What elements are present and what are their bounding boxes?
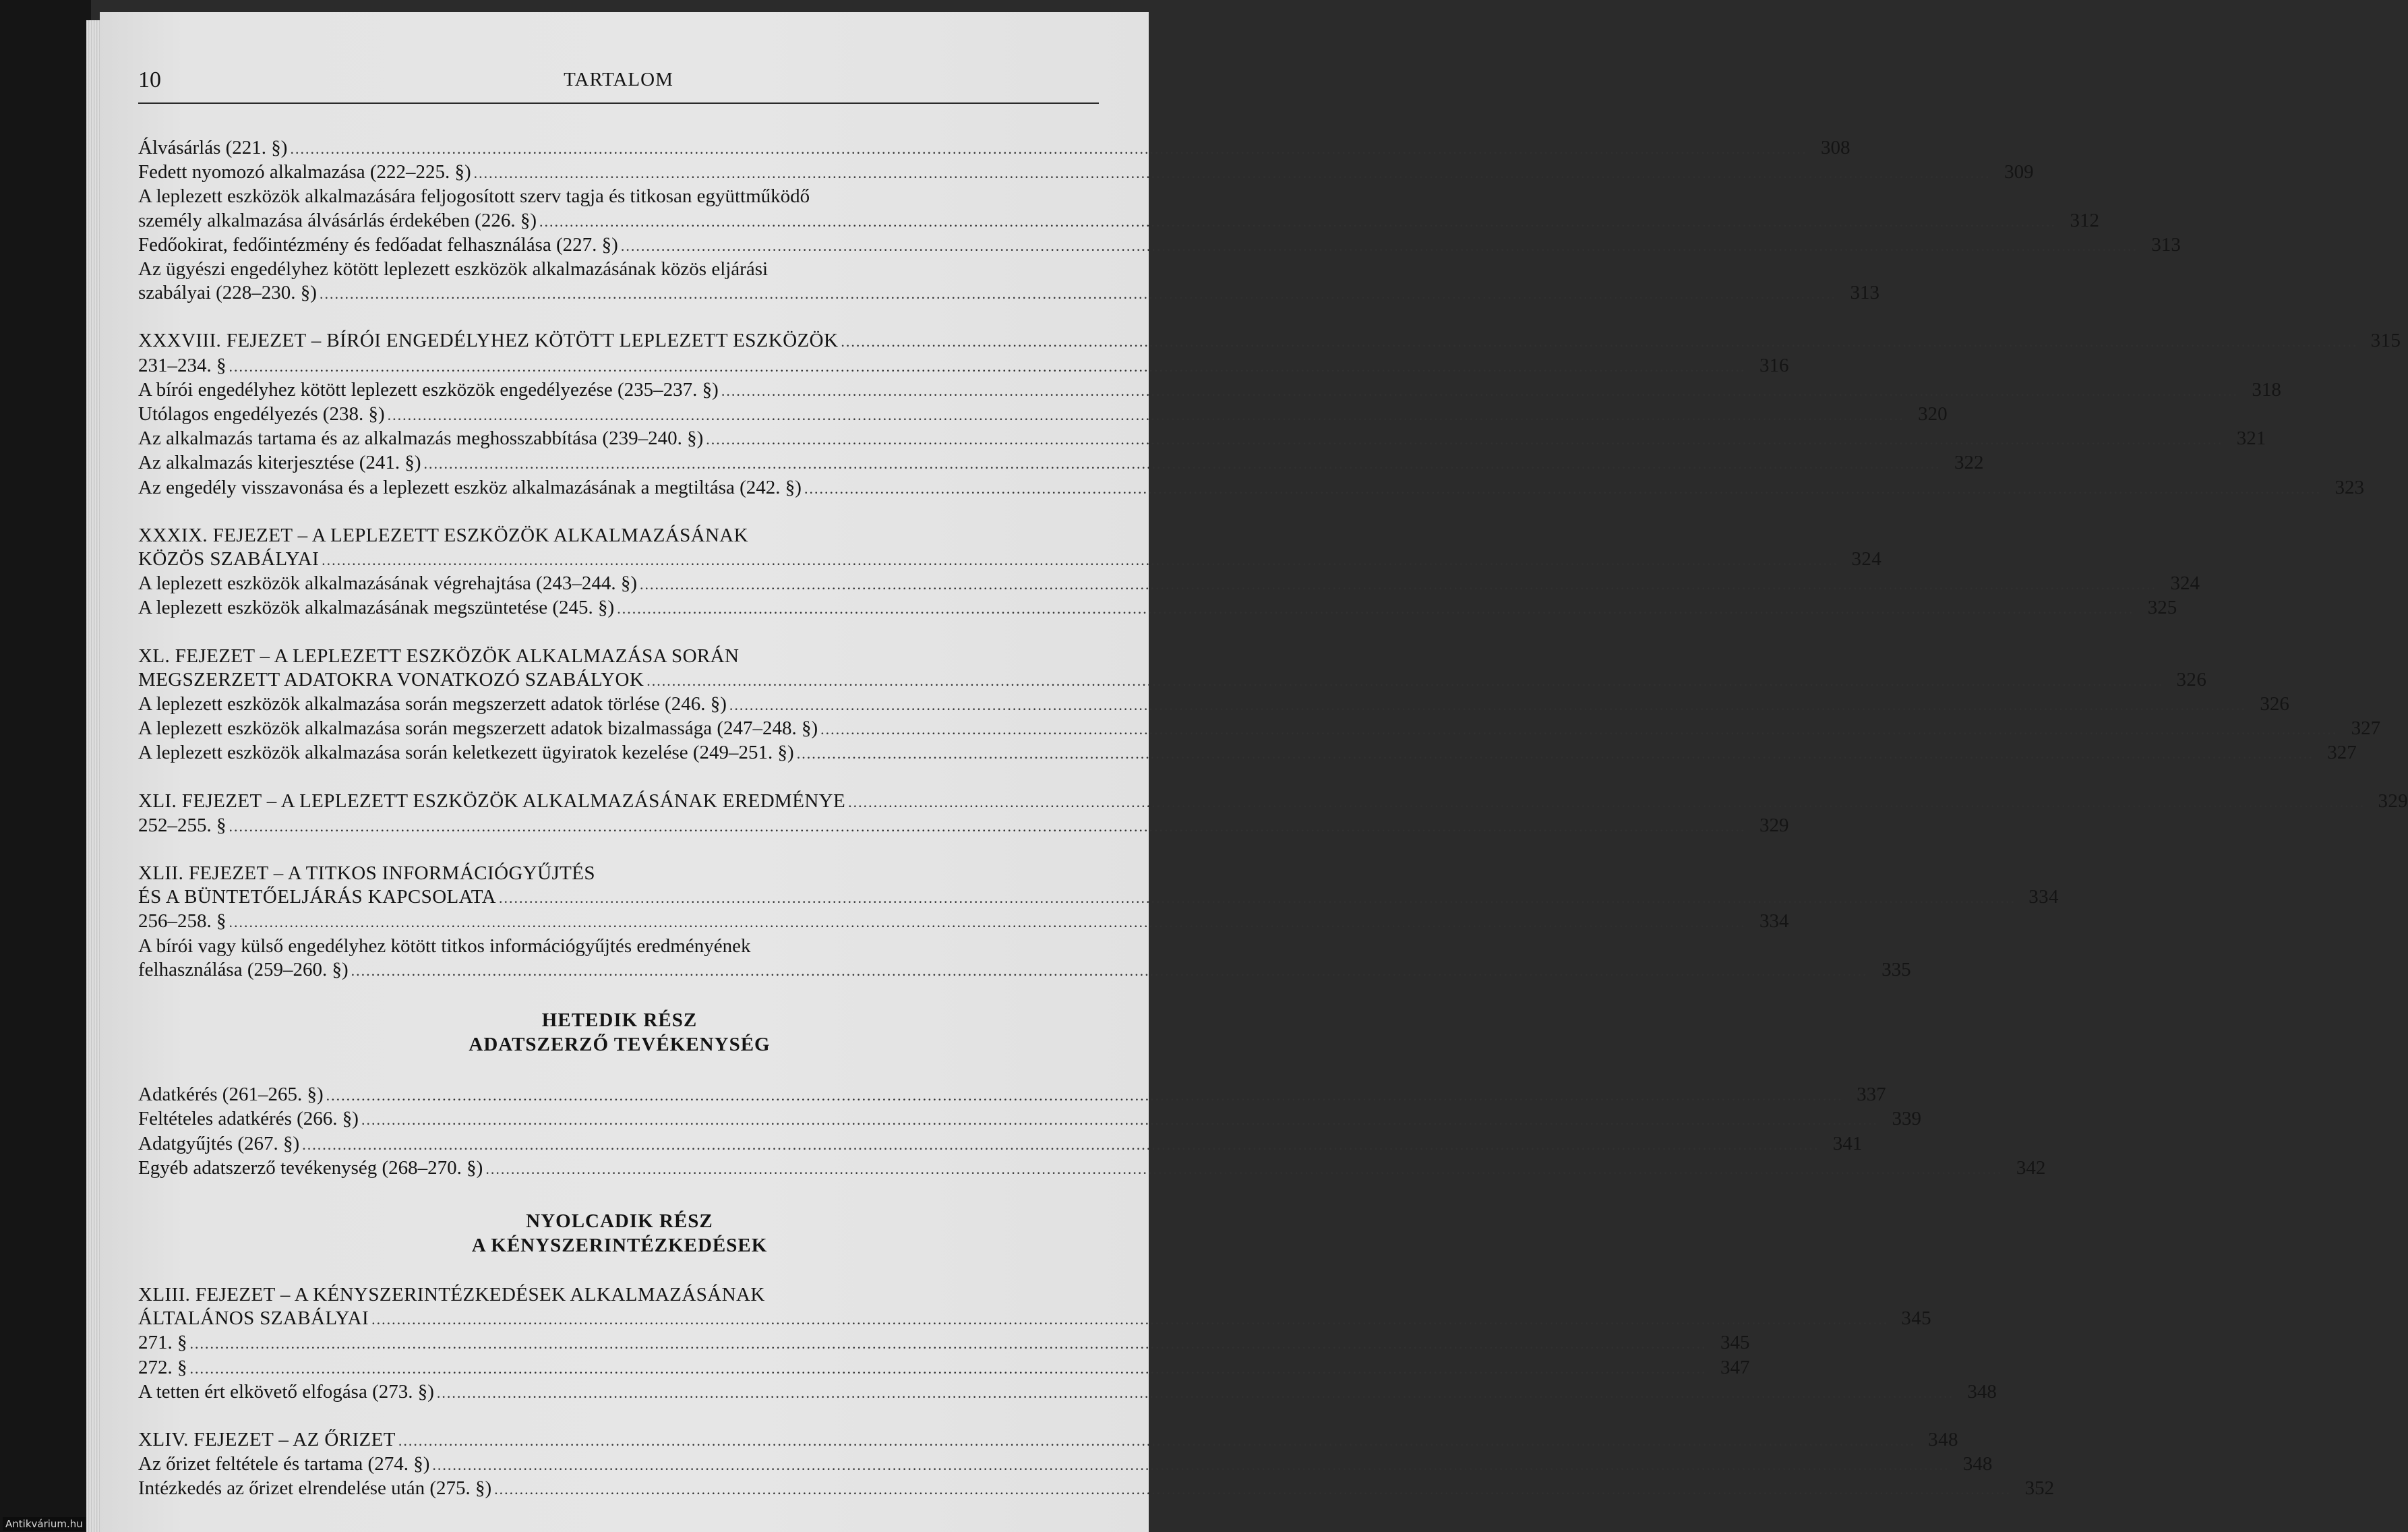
toc-entry [138,1356,1750,1380]
toc-group [138,1428,2055,1502]
part-heading [138,1008,1101,1057]
dot-leader: ............................................................................................................................................................................................................................................................................................................ [371,1311,1889,1328]
toc-entry-title: 272. § [138,1356,187,1378]
toc-entry-title: A leplezett eszközök alkalmazása során keletkezett ügyiratok kezelése (249–251. §) [138,742,794,764]
dot-leader: ............................................................................................................................................................................................................................................................................................................ [498,889,2016,907]
toc-entry [138,451,1984,475]
dot-leader: ............................................................................................................................................................................................................................................................................................................ [229,357,1746,375]
toc-entry [138,1380,1997,1405]
toc-entry-title: szabályai (228–230. §) [138,282,317,304]
toc-entry [138,209,2099,233]
toc-entry-title: felhasználása (259–260. §) [138,958,349,980]
toc-entry [138,885,2059,910]
toc-entry [138,1132,1863,1156]
toc-entry-page: 348 [1967,1380,1997,1403]
toc-entry-page: 329 [1759,814,1789,836]
toc-entry-title: A leplezett eszközök alkalmazása során megszerzett adatok törlése (246. §) [138,693,727,715]
toc-entry [138,958,1911,982]
toc-entry-title: A tetten ért elkövető elfogása (273. §) [138,1380,434,1403]
toc-entry-title: 252–255. § [138,814,227,836]
toc-entry [138,378,2281,403]
toc-entry-page: 308 [1820,137,1850,158]
dot-leader: ............................................................................................................................................................................................................................................................................................................ [620,237,2138,254]
toc-entry [138,717,2381,741]
toc-group [138,1083,2046,1181]
toc-entry-title: A leplezett eszközök alkalmazásának végrehajtása (243–244. §) [138,572,637,595]
toc-entry-title: Intézkedés az őrizet elrendelése után (275. §) [138,1477,492,1500]
toc-entry [138,548,1882,572]
toc-entry-title: A bírói vagy külső engedélyhez kötött titkos információgyűjtés eredményének [138,935,751,957]
dot-leader: ............................................................................................................................................................................................................................................................................................................ [229,914,1746,931]
toc-entry [138,329,2401,353]
toc-entry-page: 316 [1759,354,1789,376]
toc-entry-page: 324 [1851,548,1882,570]
toc-entry-title: Fedett nyomozó alkalmazása (222–225. §) [138,161,471,183]
part-title: ADATSZERZŐ TEVÉKENYSÉG [469,1034,771,1056]
toc-entry-title: 271. § [138,1332,187,1354]
toc-entry-page: 334 [1759,910,1789,933]
toc-entry [138,814,1789,838]
dot-leader: ............................................................................................................................................................................................................................................................................................................ [796,745,2314,763]
part-number: HETEDIK RÉSZ [541,1009,698,1032]
toc-entry [138,354,1789,378]
toc-entry [138,1428,1958,1452]
toc-entry-title: Az alkalmazás kiterjesztése (241. §) [138,452,421,474]
toc-entry [138,790,2408,814]
dot-leader: ............................................................................................................................................................................................................................................................................................................ [473,165,1991,182]
toc-group [138,329,2401,500]
toc-entry [138,160,2034,185]
toc-entry [138,1307,1932,1331]
toc-entry-page: 320 [1918,403,1948,425]
toc-entry [138,476,2364,500]
toc-entry-title: Az őrizet feltétele és tartama (274. §) [138,1453,430,1475]
toc-entry-title: XL. FEJEZET – A LEPLEZETT ESZKÖZÖK ALKALMAZÁSA SORÁN [138,645,740,667]
dot-leader: ............................................................................................................................................................................................................................................................................................................ [721,382,2238,399]
toc-entry-title: Az alkalmazás tartama és az alkalmazás meghosszabbítása (239–240. §) [138,428,704,450]
toc-entry-title: XLI. FEJEZET – A LEPLEZETT ESZKÖZÖK ALKALMAZÁSÁNAK EREDMÉNYE [138,790,846,812]
toc-group [138,524,2200,621]
toc-entry-page: 318 [2252,378,2281,401]
dot-leader: ............................................................................................................................................................................................................................................................................................................ [189,1359,1707,1377]
part-heading [138,1209,1101,1258]
toc-entry-title: Az ügyészi engedélyhez kötött leplezett eszközök alkalmazásának közös eljárási [138,258,769,281]
toc-entry [138,281,1879,305]
toc-entry-title: XXXIX. FEJEZET – A LEPLEZETT ESZKÖZÖK ALKALMAZÁSÁNAK [138,524,748,546]
toc-entry-page: 327 [2351,717,2381,740]
dot-leader: ............................................................................................................................................................................................................................................................................................................ [804,479,2321,497]
toc-entry-page: 347 [1720,1356,1750,1378]
dot-leader: ............................................................................................................................................................................................................................................................................................................ [432,1456,1950,1474]
toc-entry-title: Az engedély visszavonása és a leplezett eszköz alkalmazásának a megtiltása (242. §) [138,476,802,498]
book-cover-edge [0,0,91,1532]
page-header [138,55,1099,104]
toc-entry-page: 352 [2024,1477,2055,1500]
toc-entry-page: 321 [2236,428,2266,450]
toc-entry-title: XLII. FEJEZET – A TITKOS INFORMÁCIÓGYŰJTÉS [138,862,595,885]
toc-entry-page: 339 [1892,1108,1921,1130]
dot-leader: ............................................................................................................................................................................................................................................................................................................ [322,552,1839,569]
toc-group [138,136,2181,305]
dot-leader: ............................................................................................................................................................................................................................................................................................................ [229,817,1746,835]
toc-entry-title: Feltételes adatkérés (266. §) [138,1108,359,1130]
toc-entry-page: 326 [2176,668,2207,690]
dot-leader: ............................................................................................................................................................................................................................................................................................................ [436,1384,1954,1401]
toc-entry-title: XLIV. FEJEZET – AZ ŐRIZET [138,1428,396,1450]
toc-entry-page: 309 [2004,161,2034,183]
toc-entry-page: 341 [1832,1132,1863,1154]
toc-entry-page: 348 [1962,1453,1993,1475]
toc-entry-title: ÉS A BÜNTETŐELJÁRÁS KAPCSOLATA [138,886,496,908]
dot-leader: ............................................................................................................................................................................................................................................................................................................ [539,212,2056,230]
dot-leader: ............................................................................................................................................................................................................................................................................................................ [485,1160,2003,1177]
toc-entry-title: A bírói engedélyhez kötött leplezett eszközök engedélyezése (235–237. §) [138,378,719,401]
toc-group [138,1283,1997,1405]
dot-leader: ............................................................................................................................................................................................................................................................................................................ [841,333,2358,351]
toc-entry [138,910,1789,934]
dot-leader: ............................................................................................................................................................................................................................................................................................................ [319,285,1836,303]
toc-group [138,862,2059,982]
toc-entry-title: ÁLTALÁNOS SZABÁLYAI [138,1307,369,1330]
toc-entry-page: 324 [2170,572,2200,595]
dot-leader: ............................................................................................................................................................................................................................................................................................................ [398,1432,1915,1449]
watermark: Antikvárium.hu [3,1517,86,1531]
toc-entry [138,572,2200,596]
toc-group [138,790,2408,838]
toc-entry [138,1331,1750,1355]
toc-entry-page: 326 [2260,693,2289,715]
dot-leader: ............................................................................................................................................................................................................................................................................................................ [848,793,2366,811]
toc-entry-page: 322 [1954,452,1984,474]
toc-entry-title: XXXVIII. FEJEZET – BÍRÓI ENGEDÉLYHEZ KÖTÖTT LEPLEZETT ESZKÖZÖK [138,330,839,352]
toc-entry [138,596,2177,620]
toc-entry-page: 337 [1857,1084,1886,1106]
toc-entry [138,1156,2046,1181]
toc-entry-title: Fedőokirat, fedőintézmény és fedőadat felhasználása (227. §) [138,233,618,256]
page-number: 10 [138,67,161,92]
toc-entry-page: 312 [2070,209,2099,231]
toc-entry-page: 329 [2378,790,2408,812]
toc-entry-page: 313 [2151,233,2181,256]
part-title: A KÉNYSZERINTÉZKEDÉSEK [471,1234,768,1256]
dot-leader: ............................................................................................................................................................................................................................................................................................................ [617,600,2134,618]
toc-entry-title: Adatgyűjtés (267. §) [138,1132,300,1154]
toc-entry [138,668,2207,693]
toc-entry-title: A leplezett eszközök alkalmazása során megszerzett adatok bizalmassága (247–248. §) [138,717,818,740]
part-number: NYOLCADIK RÉSZ [526,1210,713,1232]
table-of-contents [138,136,2408,1502]
dot-leader: ............................................................................................................................................................................................................................................................................................................ [290,140,1807,157]
dot-leader: ............................................................................................................................................................................................................................................................................................................ [646,672,2164,689]
toc-entry-page: 327 [2327,742,2357,764]
toc-entry-page: 348 [1928,1428,1958,1450]
toc-entry-title: MEGSZERZETT ADATOKRA VONATKOZÓ SZABÁLYOK [138,668,644,690]
toc-entry-page: 325 [2147,597,2177,619]
toc-entry [138,1477,2055,1501]
dot-leader: ............................................................................................................................................................................................................................................................................................................ [423,455,1941,473]
toc-entry-page: 342 [2016,1156,2046,1179]
toc-entry-title: Utólagos engedélyezés (238. §) [138,403,385,425]
toc-entry-title: személy alkalmazása álvásárlás érdekében (226. §) [138,209,537,231]
toc-entry-title: Álvásárlás (221. §) [138,137,288,158]
dot-leader: ............................................................................................................................................................................................................................................................................................................ [361,1111,1878,1129]
toc-entry [138,1107,1921,1131]
toc-entry-page: 345 [1901,1307,1932,1330]
running-head: TARTALOM [564,69,673,90]
toc-entry-title: 256–258. § [138,910,227,933]
dot-leader: ............................................................................................................................................................................................................................................................................................................ [729,697,2246,714]
toc-entry [138,403,1948,427]
toc-entry-title: A leplezett eszközök alkalmazására feljogosított szerv tagja és titkosan együttműködő [138,185,810,208]
toc-entry-title: 231–234. § [138,354,227,376]
toc-entry [138,233,2181,258]
dot-leader: ............................................................................................................................................................................................................................................................................................................ [302,1136,1819,1153]
dot-leader: ............................................................................................................................................................................................................................................................................................................ [640,576,2157,593]
dot-leader: ............................................................................................................................................................................................................................................................................................................ [351,962,1868,979]
toc-entry-title: A leplezett eszközök alkalmazásának megszüntetése (245. §) [138,597,615,619]
toc-entry [138,427,2266,451]
toc-entry-title: XLIII. FEJEZET – A KÉNYSZERINTÉZKEDÉSEK ALKALMAZÁSÁNAK [138,1283,765,1305]
dot-leader: ............................................................................................................................................................................................................................................................................................................ [494,1481,2012,1498]
toc-entry-page: 345 [1720,1332,1750,1354]
toc-entry [138,1083,1886,1107]
toc-entry-page: 334 [2028,886,2059,908]
toc-entry-page: 313 [1850,282,1879,304]
dot-leader: ............................................................................................................................................................................................................................................................................................................ [326,1087,1843,1104]
toc-entry-page: 335 [1882,958,1911,980]
toc-entry-page: 315 [2370,330,2401,352]
toc-entry [138,693,2289,717]
toc-entry [138,741,2357,765]
dot-leader: ............................................................................................................................................................................................................................................................................................................ [189,1335,1707,1353]
dot-leader: ............................................................................................................................................................................................................................................................................................................ [387,407,1904,424]
toc-entry [138,136,1850,160]
dot-leader: ............................................................................................................................................................................................................................................................................................................ [820,721,2338,738]
toc-entry-title: Egyéb adatszerző tevékenység (268–270. §) [138,1156,483,1179]
toc-entry-title: KÖZÖS SZABÁLYAI [138,548,320,570]
toc-entry [138,1452,1993,1477]
toc-entry-title: Adatkérés (261–265. §) [138,1084,324,1106]
dot-leader: ............................................................................................................................................................................................................................................................................................................ [706,431,2223,448]
toc-group [138,645,2381,766]
toc-entry-page: 323 [2335,476,2364,498]
